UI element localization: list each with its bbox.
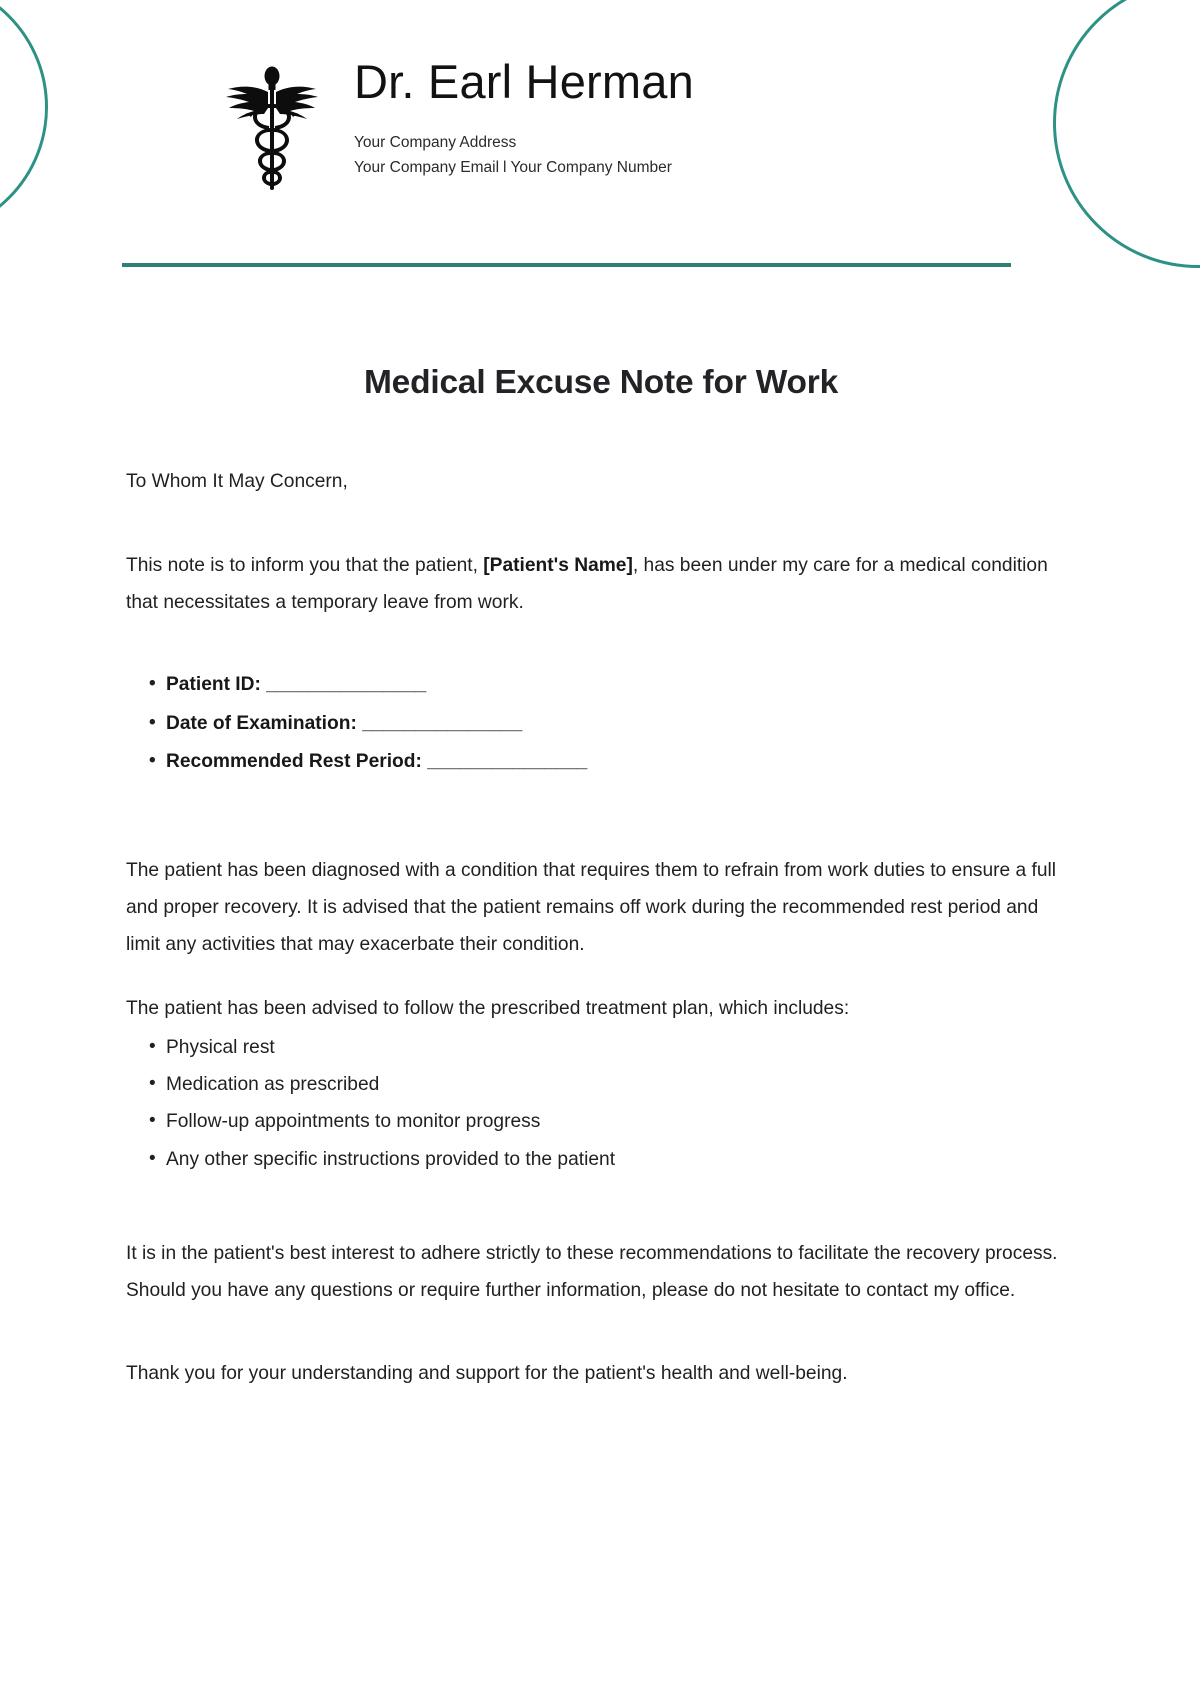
list-item: • Follow-up appointments to monitor progress: [143, 1103, 1076, 1140]
detail-blank-date-of-examination[interactable]: _______________: [362, 712, 523, 734]
list-item: • Medication as prescribed: [143, 1066, 1076, 1103]
diagnosis-paragraph: The patient has been diagnosed with a condition that requires them to refrain from work duties to ensure a full and proper recovery. It is advised that the patient remains off work during the recommended rest period and limit any activities that may exacerbate their condition.: [126, 860, 1057, 956]
detail-blank-patient-id[interactable]: _______________: [266, 674, 427, 696]
closing-paragraph: It is in the patient's best interest to adhere strictly to these recommendations to facilitate the recovery process. Should you have any questions or require further information, please do not hesitate to contact my office.: [126, 1243, 1058, 1302]
detail-label-recommended-rest-period: Recommended Rest Period:: [166, 750, 422, 772]
letterhead-identity: [354, 55, 694, 180]
company-address: Your Company Address: [354, 134, 517, 151]
intro-paragraph: [126, 547, 1076, 621]
list-item: [143, 666, 1076, 704]
thanks-paragraph: Thank you for your understanding and support for the patient's health and well-being.: [126, 1363, 848, 1385]
treatment-plan-list: [126, 1029, 1076, 1179]
company-email: Your Company Email: [354, 159, 500, 177]
list-item: • Any other specific instructions provided to the patient: [143, 1141, 1076, 1178]
detail-blank-recommended-rest-period[interactable]: _______________: [427, 750, 588, 772]
patient-name-placeholder: [Patient's Name]: [483, 555, 633, 577]
list-item: • Physical rest: [143, 1029, 1076, 1066]
contact-separator: l: [503, 159, 507, 177]
company-contact-line: [354, 155, 694, 180]
treatment-plan-lead: The patient has been advised to follow the prescribed treatment plan, which includes:: [126, 997, 850, 1019]
intro-text-before: This note is to inform you that the patient,: [126, 555, 484, 577]
intro-text-after: , has been under my care for a medical condition that necessitates a temporary leave from work.: [126, 555, 1048, 614]
list-item: [143, 705, 1076, 743]
list-item: [143, 743, 1076, 781]
salutation: To Whom It May Concern,: [126, 471, 348, 492]
caduceus-icon: [220, 64, 324, 196]
document-body: [0, 266, 1200, 1392]
company-number: Your Company Number: [510, 159, 672, 177]
letterhead: [0, 0, 1200, 266]
contact-block: [354, 130, 694, 180]
page-title: Medical Excuse Note for Work: [363, 364, 839, 401]
detail-label-patient-id: Patient ID:: [166, 674, 261, 696]
detail-label-date-of-examination: Date of Examination:: [166, 712, 357, 734]
doctor-name: Dr. Earl Herman: [354, 55, 694, 108]
patient-detail-fields: [126, 666, 1076, 781]
